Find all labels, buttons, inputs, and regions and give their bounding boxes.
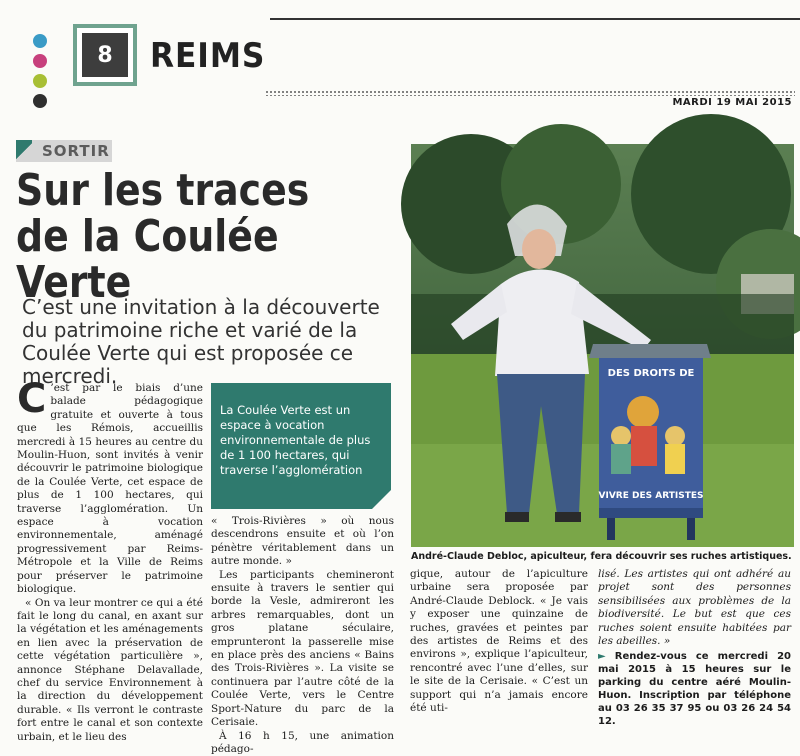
issue-date: MARDI 19 MAI 2015: [672, 97, 792, 108]
top-rule: [270, 18, 800, 20]
color-dots: [33, 34, 51, 114]
arrow-icon: ►: [598, 651, 606, 662]
hive-bottom-label: VIVRE DES ARTISTES: [599, 491, 704, 501]
kicker: [16, 140, 112, 162]
body-column-1: [17, 382, 203, 744]
page-number: 8: [82, 33, 128, 77]
kicker-label: SORTIR: [42, 142, 110, 160]
paragraph: « Trois-Rivières » où nous descendrons ensuite et où l’on pénètre véritablement dans un autre monde. »: [211, 515, 394, 569]
dot-black: [33, 94, 47, 108]
practical-info-text: Rendez-vous ce mercredi 20 mai 2015 à 15 heures sur le parking du centre aéré Moulin-Huon. Inscription par téléphone au 03 26 35 37 95 ou 03 26 24 54 12.: [598, 651, 791, 727]
dot-blue: [33, 34, 47, 48]
page-number-box: [73, 24, 137, 86]
drop-cap: C: [17, 382, 46, 416]
pull-quote-corner: [372, 490, 391, 509]
paragraph: [17, 382, 203, 597]
section-title: REIMS: [150, 36, 265, 76]
paragraph: Les participants chemineront ensuite à travers le sentier qui borde la Vesle, admireront les arbres remarquables, dont un gros platane séculaire, emprunteront la passerelle mise en place près des anciens « Bains des Trois-Rivières ». La visite se continuera par l’autre côté de la Coulée Verte, vers le Centre Sport-Nature du parc de la Cerisaie.: [211, 569, 394, 730]
hive-top-label: DES DROITS DE: [608, 368, 695, 379]
practical-info: [598, 650, 791, 728]
paragraph: lisé. Les artistes qui ont adhéré au projet sont des personnes sensibilisées aux problèmes de la biodiversité. Le but est que ces ruches soient ensuite habitées par les abeilles. »: [598, 568, 791, 648]
dot-green: [33, 74, 47, 88]
paragraph: gique, autour de l’apiculture urbaine sera proposée par André-Claude Deblock. « Je vais y exposer une quinzaine de ruches, gravées et peintes par des artistes de Reims et des environs », explique l’apiculteur, rencontré avec l’une d’elles, sur le site de la Cerisaie. « C’est un support qui n’a jamais encore été uti-: [410, 568, 588, 715]
dotted-rule: [265, 90, 795, 96]
lead-paragraph: C’est une invitation à la découverte du patrimoine riche et varié de la Coulée Verte qui est proposée ce mercredi.: [22, 296, 402, 388]
body-column-4: [598, 568, 791, 728]
paragraph: À 16 h 15, une animation pédago-: [211, 730, 394, 756]
headline-line-1: Sur les traces: [16, 168, 351, 214]
headline: [16, 168, 351, 306]
pull-quote: La Coulée Verte est un espace à vocation environnementale de plus de 1 100 hectares, qui traverse l’agglomération: [211, 383, 391, 509]
paragraph-text: ’est par le biais d’une balade pédagogique gratuite et ouverte à tous que les Rémois, accueillis mercredi à 15 heures au centre du Moulin-Huon, sont invités à venir découvrir le patrimoine biologique de la Coulée Verte, cet espace de plus de 1 100 hectares, qui traverse l’agglomération. Un espace à vocation environnementale, aménagé progressivement par Reims-Métropole et la Ville de Reims pour préserver le patrimoine biologique.: [17, 382, 203, 595]
body-column-3: [410, 568, 588, 715]
paragraph: « On va leur montrer ce qui a été fait le long du canal, en axant sur la végétation et les aménagements en lien avec la préservation de cette végétation particulière », annonce Stéphane Delavallade, chef du service Environnement à la direction du développement durable. « Ils verront le contraste fort entre le canal et son contexte urbain, et le lieu des: [17, 597, 203, 744]
beekeeper-photo: [411, 144, 794, 547]
body-column-2: [211, 515, 394, 756]
dot-pink: [33, 54, 47, 68]
kicker-mark: [16, 140, 32, 162]
article-photo: [411, 144, 794, 547]
photo-caption: André-Claude Debloc, apiculteur, fera découvrir ses ruches artistiques.: [411, 551, 796, 562]
headline-line-2: de la Coulée Verte: [16, 214, 351, 306]
